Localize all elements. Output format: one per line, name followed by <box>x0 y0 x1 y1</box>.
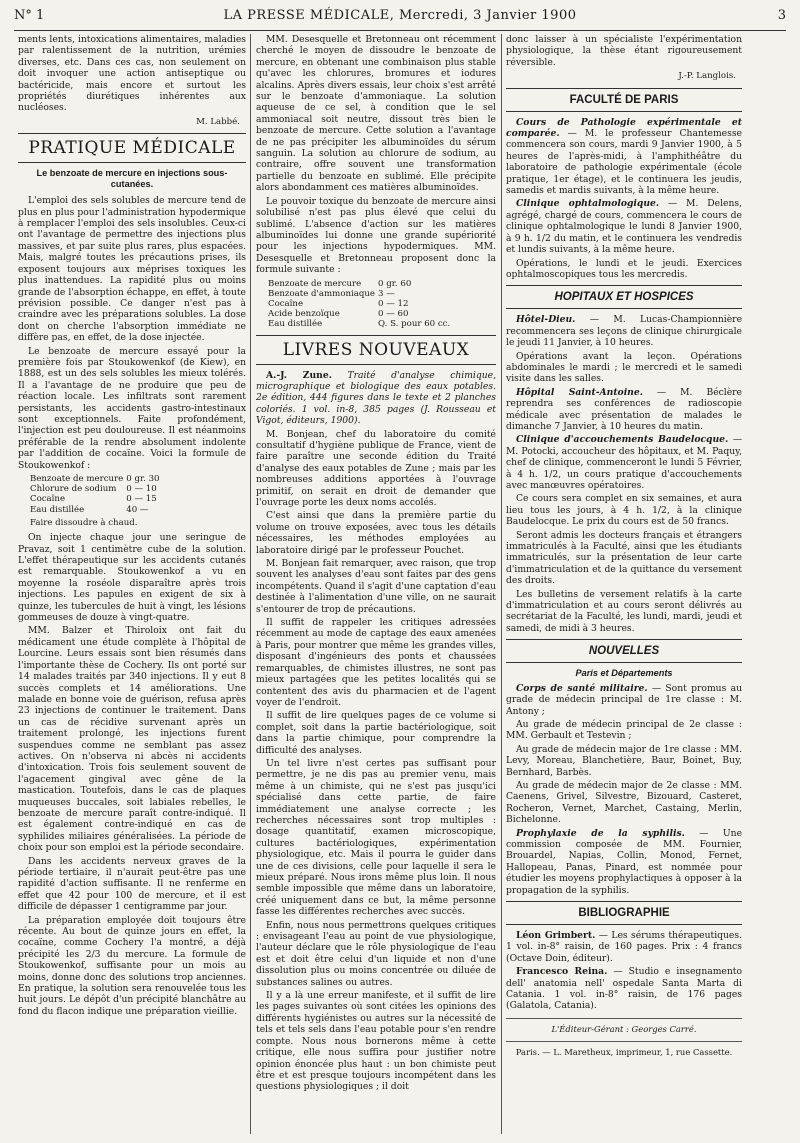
formula-qty: 0 — 12 <box>378 298 409 309</box>
item-text: — M. Béclère reprendra ses conférences de radioscopie médicale avec présentation de malades le dimanche 7 Janvier, à 10 heures du matin. <box>506 386 742 432</box>
paragraph: Au grade de médecin major de 2e classe : MM. Caenens, Grivel, Silvestre, Bizouard, Casteret, Rocheron, Vernet, Marchet, Castaing, Merlin, Bichelonne. <box>506 779 742 826</box>
formula-name: Eau distillée <box>30 504 85 515</box>
formula-row <box>268 299 453 309</box>
formula-row <box>30 505 163 515</box>
paragraph: Opérations, le lundi et le jeudi. Exercices ophtalmoscopiques tous les mercredis. <box>506 257 742 280</box>
journal-title: LA PRESSE MÉDICALE, Mercredi, 3 Janvier 1900 <box>223 8 577 23</box>
item-text: — M. Delens, agrégé, chargé de cours, commencera le cours de clinique ophtalmologique le lundi 8 Janvier 1900, à 9 h. 1/2 du matin, et le continuera les vendredis et lundis suivants, à la même heure. <box>506 198 742 256</box>
news-item <box>506 434 742 491</box>
formula-table-1 <box>30 474 163 515</box>
item-heading: Prophylaxie de la syphilis. <box>516 827 685 839</box>
news-item <box>506 117 742 197</box>
formula-row <box>30 474 163 484</box>
news-item <box>506 314 742 348</box>
news-item <box>506 683 742 717</box>
header-rule <box>14 30 786 31</box>
formula-name: Eau distillée <box>268 319 323 330</box>
paragraph: Ce cours sera complet en six semaines, et aura lieu tous les jours, à 4 h. 1/2, à la clinique Baudelocque. Le prix du cours est de 50 francs. <box>506 493 742 528</box>
paragraph: Opérations avant la leçon. Opérations abdominales le mardi ; le mercredi et le samedi visite dans les salles. <box>506 350 742 385</box>
item-text: — M. Lucas-Championnière recommencera ses leçons de clinique chirurgicale le jeudi 11 Janvier, à 10 heures. <box>506 314 742 349</box>
column-divider-2 <box>501 34 502 1134</box>
formula-row <box>30 484 163 494</box>
intro-signature: M. Labbé. <box>196 116 240 127</box>
paragraph: Le pouvoir toxique du benzoate de mercure ainsi solubilisé n'est pas plus élevé que celui du sublimé. L'absence d'action sur les matières albuminoïdes lui donne une grande supériorité pour les injections hypodermiques. MM. Desesquelle et Bretonneau proposent donc la formule suivante : <box>256 195 496 276</box>
formula-qty: 3 — <box>378 288 395 299</box>
book-author: A.-J. Zune. <box>266 369 332 381</box>
column-divider-1 <box>250 34 251 1134</box>
news-item <box>506 387 742 433</box>
paragraph: L'emploi des sels solubles de mercure tend de plus en plus pour l'administration hypodermique à remplacer l'emploi des sels insolubles. Ceux-ci ont l'avantage de permettre des injections plus massives, et par suite plus rares, plus espacées. Mais, malgré toutes les précautions prises, ils exposent toujours aux méprises toxiques les plus inattendues. La rapidité plus ou moins grande de l'absorption échappe, en effet, à toute prévision possible. Ce danger n'est pas à craindre avec les préparations solubles. La dose dont on cherche l'absorption immédiate ne diffère pas, en effet, de la dose injectée. <box>18 195 246 344</box>
item-text: — Sont promus au grade de médecin principal de 1re classe : M. Antony ; <box>506 682 742 717</box>
formula-name: Benzoate d'ammoniaque <box>268 288 376 299</box>
paragraph: Il suffit de lire quelques pages de ce volume si complet, soit dans la partie bactériologique, soit dans la partie chimique, pour comprendre la difficulté des analyses. <box>256 710 496 756</box>
paragraph: donc laisser à un spécialiste l'expérimentation physiologique, la thèse étant rigoureusement réversible. <box>506 34 742 68</box>
formula-row <box>268 319 453 329</box>
biblio-text: — Les sérums thérapeutiques. 1 vol. in-8° raisin, de 160 pages. Prix : 4 francs (Octave Doin, éditeur). <box>506 930 742 964</box>
footer-rule <box>506 1041 742 1042</box>
biblio-author: Francesco Reina. <box>516 966 608 978</box>
formula-qty: 0 gr. 60 <box>378 278 412 289</box>
item-text: — M. le professeur Chantemesse commencera son cours, mardi 9 Janvier 1900, à 5 heures de l'après-midi, à l'amphithéâtre du laboratoire de pathologie expérimentale (école pratique, 1er étage), et le continuera les jeudis, samedis et mardis suivants, à la même heure. <box>506 128 742 197</box>
footer-rule <box>506 1018 742 1019</box>
paragraph: On injecte chaque jour une seringue de Pravaz, soit 1 centimètre cube de la solution. L'effet thérapeutique sur les accidents cutanés est remarquable. Stoukowenkof a vu en moyenne la roséole disparaître après trois injections. Les papules en exigent de six à quinze, les tubercules de huit à vingt, les lésions gommeuses de douze à vingt-quatre. <box>18 532 246 624</box>
formula-name: Benzoate de mercure <box>30 474 124 484</box>
formula-qty: 0 — 60 <box>378 309 409 320</box>
paragraph: Il y a là une erreur manifeste, et il suffit de lire les pages suivantes où sont citées les opinions des différents hygiénistes ou autres sur la nécessité de tels et tels sels dans l'eau potable pour s'en rendre compte. Nous nous bornerons même à cette critique, elle nous suffira pour justifier notre opinion énoncée plus haut : un bon chimiste peut être et est presque toujours incompétent dans les questions physiologiques ; il doit <box>256 990 496 1093</box>
formula-name: Acide benzoïque <box>268 309 340 320</box>
formula-table-2 <box>268 279 453 330</box>
paragraph: C'est ainsi que dans la première partie du volume on trouve exposées, avec tous les détails nécessaires, les méthodes employées au laboratoire dirigé par le professeur Pouchet. <box>256 510 496 556</box>
paragraph: Seront admis les docteurs français et étrangers immatriculés à la Faculté, ainsi que les étudiants immatriculés, sur la présentation de leur carte d'immatriculation et de la quittance du versement des droits. <box>506 529 742 587</box>
item-heading: Hôpital Saint-Antoine. <box>516 386 643 398</box>
item-heading: Hôtel-Dieu. <box>516 314 576 326</box>
intro-paragraph: ments lents, intoxications alimentaires, maladies par ralentissement de la nutrition, urémies diverses, etc. Dans ces cas, non seulement on doit invoquer une action antiseptique ou bactéricide, mais encore et surtout les propriétés diurétiques inhérentes aux nucléoses. <box>18 34 246 114</box>
formula-note: Faire dissoudre à chaud. <box>30 517 138 528</box>
paragraph: MM. Balzer et Thiroloix ont fait du médicament une étude complète à l'hôpital de Lourcine. Leurs essais sont bien résumés dans l'importante thèse de Cochery. Ils ont porté sur 14 malades traités par 340 injections. Il y eut 8 succès complets et 14 améliorations. Une malade en bonne voie de guérison, refusa après 23 injections de continuer le traitement. Dans un cas de récidive survenant après un traitement prolongé, les injections furent suspendues comme ne semblant pas assez actives. On n'observa ni abcès ni accidents d'intoxication. Trois fois seulement souvent de l'agacement gingival avec gêne de la mastication. Toutefois, dans le cas de plaques muqueuses buccales, soit labiales rebelles, le benzoate de mercure paraît contre-indiqué. Il est également contre-indiqué en cas de syphilides miliaires généralisées. La période de choix pour son emploi est la période secondaire. <box>18 625 246 854</box>
formula-qty: Q. S. pour 60 cc. <box>378 319 451 330</box>
column-3 <box>506 34 742 1138</box>
item-heading: Clinique d'accouchements Baudelocque. <box>516 434 729 446</box>
paragraph: Un tel livre n'est certes pas suffisant pour permettre, je ne dis pas au premier venu, mais même à un chimiste, qui ne s'est pas jusqu'ici spécialisé dans cette partie, de faire immédiatement une analyse correcte ; les recherches nécessaires sont trop multiples : dosage quantitatif, examen microscopique, cultures bactériologiques, expérimentation physiologique, etc. Mais il pourra le guider dans une de ces divisions, celle pour laquelle il sera le mieux préparé. Nous irons même plus loin. Il nous semble impossible que même dans un laboratoire, créé uniquement dans ce but, la même personne fasse les différentes recherches avec succès. <box>256 757 496 918</box>
subsection-title: Paris et Départements <box>575 668 673 679</box>
item-heading: Corps de santé militaire. <box>516 682 648 694</box>
biblio-entry <box>506 930 742 964</box>
issue-number: N° 1 <box>14 8 45 23</box>
formula-name: Chlorure de sodium <box>30 484 117 495</box>
formula-row <box>268 289 453 299</box>
page-number: 3 <box>777 8 786 23</box>
biblio-entry <box>506 966 742 1012</box>
biblio-text: — Studio e insegnamento dell' anatomia nell' ospedale Santa Marta di Catania. 1 vol. in-8° raisin, de 176 pages (Galatola, Catania). <box>506 966 742 1012</box>
section-title-pratique: PRATIQUE MÉDICALE <box>18 133 246 163</box>
item-heading: Cours de Pathologie expérimentale et comparée. <box>506 116 742 140</box>
item-text: — Une commission composée de MM. Fournier, Brouardel, Napias, Collin, Monod, Fernet, Hallopeau, Panas, Pinard, est nommée pour étudier les moyens prophylactiques à opposer à la propagation de la syphilis. <box>506 827 742 896</box>
article-title: Le benzoate de mercure en injections sous-cutanées. <box>36 168 228 190</box>
formula-qty: 0 gr. 30 <box>126 474 160 484</box>
paragraph: Au grade de médecin major de 1re classe : MM. Levy, Moreau, Blanchetière, Baur, Boinet, Buy, Bernhard, Barbès. <box>506 743 742 778</box>
section-title-bibliographie: BIBLIOGRAPHIE <box>506 901 742 925</box>
section-title-faculte: FACULTÉ DE PARIS <box>506 88 742 112</box>
column-1 <box>18 34 246 1138</box>
formula-qty: 0 — 10 <box>126 484 157 495</box>
book-title: Traité d'analyse chimique, micrographique et biologique des eaux potables. 2e édition, 444 figures dans le texte et 2 planches coloriés. 1 vol. in-8, 385 pages (J. Rousseau et Vigot, éditeurs, 1900). <box>256 369 496 427</box>
section-title-nouvelles: NOUVELLES <box>506 639 742 663</box>
column-2 <box>256 34 496 1138</box>
paragraph: Les bulletins de versement relatifs à la carte d'immatriculation et au cours seront délivrés au secrétariat de la Faculté, les lundi, mardi, jeudi et samedi, de midi à 3 heures. <box>506 588 742 634</box>
formula-name: Cocaïne <box>30 494 66 505</box>
item-heading: Clinique ophtalmologique. <box>516 198 660 210</box>
section-title-hopitaux: HOPITAUX ET HOSPICES <box>506 285 742 309</box>
printer-line: Paris. — L. Maretheux, imprimeur, 1, rue Cassette. <box>515 1047 733 1058</box>
paragraph: MM. Desesquelle et Bretonneau ont récemment cherché le moyen de dissoudre le benzoate de mercure, en obtenant une combinaison plus stable qu'avec les chlorures, bromures et iodures alcalins. Après divers essais, leur choix s'est arrêté sur le benzoate d'ammoniaque. La solution aqueuse de ce sel, à condition que le sel ammoniacal soit neutre, dissout très bien le benzoate de mercure. Cette solution a l'avantage de ne pas précipiter les albuminoïdes du sérum sanguin. La solution au chlorure de sodium, au contraire, offre souvent une transformation partielle du benzoate en sublimé. Elle précipite alors abondamment ces matières albuminoïdes. <box>256 34 496 194</box>
paragraph: Le benzoate de mercure essayé pour la première fois par Stoukowenkof (de Kiew), en 1888, est un des sels solubles les mieux tolérés. Il a l'avantage de ne produire que peu de réaction locale. Les infiltrats sont rarement persistants, les accidents gastro-intestinaux sont exceptionnels. Faite profondément, l'injection est peu douloureuse. Il est néanmoins préférable de la rendre absolument indolente par l'addition de cocaïne. Voici la formule de Stoukowenkof : <box>18 345 246 471</box>
book-entry <box>256 370 496 427</box>
item-text: — M. Potocki, accoucheur des hôpitaux, et M. Paquy, chef de clinique, commenceront le lundi 5 Février, à 4 h. 1/2, un cours pratique d'accouchements avec manœuvres opératoires. <box>506 434 742 491</box>
paragraph: Au grade de médecin principal de 2e classe : MM. Gerbault et Testevin ; <box>506 718 742 742</box>
paragraph: M. Bonjean fait remarquer, avec raison, que trop souvent les analyses d'eau sont faites par des gens incompétents. Quand il s'agit d'une captation d'eau destinée à l'alimentation d'une ville, on ne saurait s'entourer de trop de précautions. <box>256 558 496 615</box>
formula-row <box>268 279 453 289</box>
news-item <box>506 828 742 896</box>
editor-gerant: L'Éditeur-Gérant : Georges Carré. <box>551 1023 697 1034</box>
formula-qty: 0 — 15 <box>126 494 157 505</box>
biblio-author: Léon Grimbert. <box>516 930 596 941</box>
formula-name: Benzoate de mercure <box>268 278 362 289</box>
page-header <box>14 4 786 26</box>
formula-row <box>30 494 163 504</box>
paragraph: La préparation employée doit toujours être récente. Au bout de quinze jours en effet, la cocaïne, comme Cochery l'a montré, a déjà précipité les 2/3 du mercure. La formule de Stoukowenkof, suffisante pour un mois au moins, donne donc des solutions trop anciennes. En pratique, la solution sera renouvelée tous les huit jours. Le dépôt d'un précipité blanchâtre au fond du flacon indique une préparation vieillie. <box>18 914 246 1017</box>
section-title-livres: LIVRES NOUVEAUX <box>256 335 496 365</box>
signature: J.-P. Langlois. <box>678 71 736 82</box>
paragraph: Il suffit de rappeler les critiques adressées récemment au mode de captage des eaux amenées à Paris, pour montrer que même les grandes villes, disposant d'ingénieurs des ponts et chaussées remarquables, de chimistes illustres, ne sont pas mieux partagées que les petites localités qui se contentent des avis du pharmacien et de l'agent voyer de l'endroit. <box>256 617 496 708</box>
formula-row <box>268 309 453 319</box>
news-item <box>506 198 742 255</box>
paragraph: M. Bonjean, chef du laboratoire du comité consultatif d'hygiène publique de France, vient de faire paraître une seconde édition du Traité d'analyse des eaux potables de Zune ; mais par les nombreuses additions apportées à l'ouvrage primitif, on serait en droit de demander que l'ouvrage porte les deux noms accolés. <box>256 428 496 509</box>
paragraph: Dans les accidents nerveux graves de la période tertiaire, il n'aurait peut-être pas une rapidité d'action suffisante. Il ne renferme en effet que 42 pour 100 de mercure, et il est difficile de dépasser 1 centigramme par jour. <box>18 855 246 913</box>
paragraph: Enfin, nous nous permettrons quelques critiques : envisageant l'eau au point de vue physiologique, l'auteur déclare que le rôle physiologique de l'eau est et doit être celui d'un liquide et non d'une dissolution plus ou moins concentrée ou diluée de substances salines ou autres. <box>256 919 496 988</box>
formula-name: Cocaïne <box>268 298 304 309</box>
formula-qty: 40 — <box>126 504 149 515</box>
